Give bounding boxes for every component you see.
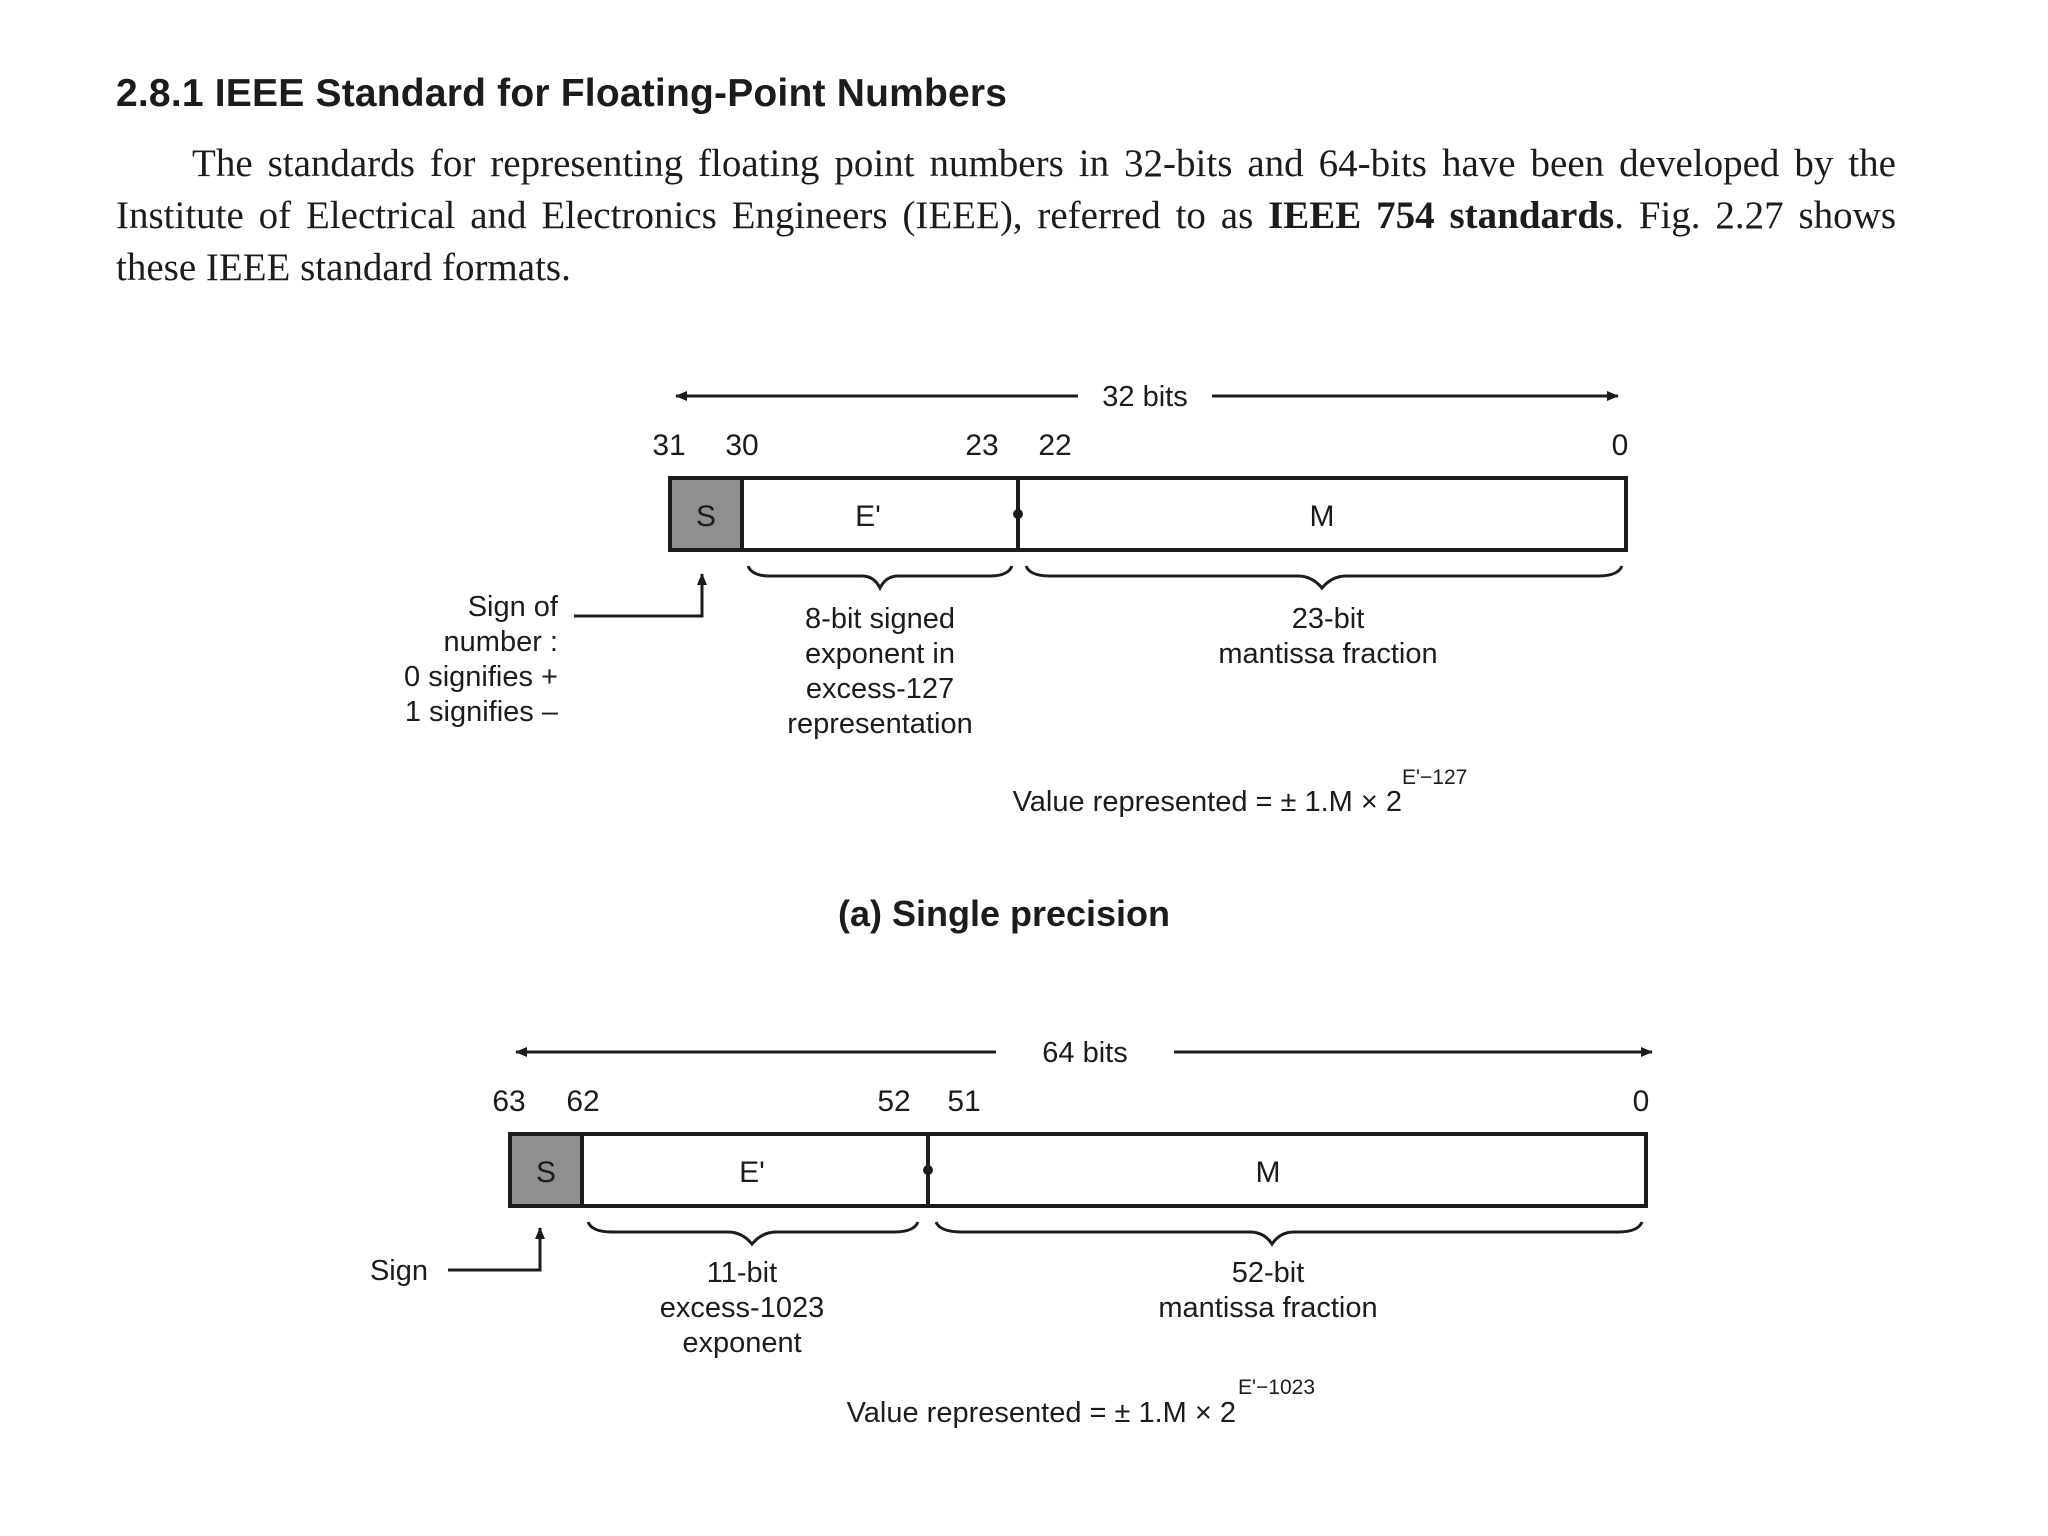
double-bit-51: 51 (947, 1085, 981, 1118)
double-value-formula: Value represented = ± 1.M × 2 (846, 1397, 1236, 1429)
double-boundary-dot (923, 1165, 933, 1175)
double-bit-0: 0 (1632, 1085, 1650, 1118)
double-exponent-note-3: exponent (682, 1327, 802, 1359)
single-value-formula: Value represented = ± 1.M × 2 (1012, 786, 1402, 818)
double-mantissa-note-2: mantissa fraction (1158, 1292, 1378, 1324)
double-exponent-letter: E' (739, 1156, 765, 1189)
double-bit-63: 63 (492, 1085, 526, 1118)
paragraph-text-1: The standards for representing floating point numbers in 32-bits and 64-bits have been developed by the Institute of Electrical and Electronics Engineers (IEEE), referred to as (116, 142, 1896, 237)
single-exponent-note-1: 8-bit signed (805, 603, 955, 635)
double-sign-note: Sign (369, 1255, 428, 1287)
double-mantissa-brace (936, 1222, 1642, 1244)
single-bit-30: 30 (725, 429, 759, 462)
single-mantissa-note-2: mantissa fraction (1218, 638, 1438, 670)
double-sign-letter: S (535, 1156, 557, 1189)
single-exponent-brace (748, 566, 1012, 588)
single-boundary-dot (1013, 509, 1023, 519)
single-mantissa-brace (1026, 566, 1622, 588)
single-mantissa-letter: M (1309, 500, 1335, 533)
paragraph-text-2: . Fig. 2.27 shows these IEEE standard formats. (116, 194, 1896, 289)
double-mantissa-letter: M (1255, 1156, 1281, 1189)
double-precision-diagram (370, 1037, 1652, 1429)
double-mantissa-note-1: 52-bit (1231, 1257, 1305, 1289)
single-bit-31: 31 (652, 429, 686, 462)
single-exponent-note-4: representation (787, 708, 973, 740)
double-mantissa-field (928, 1134, 1646, 1206)
single-precision-caption: (a) Single precision (837, 893, 1171, 934)
single-precision-diagram (404, 381, 1628, 934)
single-exponent-note-2: exponent in (805, 638, 955, 670)
double-sign-pointer (448, 1228, 540, 1270)
section-heading: 2.8.1 IEEE Standard for Floating-Point Numbers (116, 72, 1008, 115)
single-exponent-note-3: excess-127 (805, 673, 955, 705)
single-sign-pointer (574, 574, 702, 616)
double-value-exponent: E'−1023 (1238, 1376, 1315, 1399)
single-bit-22: 22 (1038, 429, 1072, 462)
double-bit-62: 62 (566, 1085, 600, 1118)
double-bit-52: 52 (877, 1085, 911, 1118)
single-bit-23: 23 (965, 429, 999, 462)
single-sign-note-3: 0 signifies + (404, 661, 558, 693)
double-exponent-brace (588, 1222, 918, 1244)
paragraph-bold-term: IEEE 754 standards (1268, 194, 1615, 237)
single-sign-note-2: number : (443, 626, 558, 658)
single-value-exponent: E'−127 (1402, 766, 1468, 789)
double-exponent-note-2: excess-1023 (659, 1292, 825, 1324)
single-mantissa-note-1: 23-bit (1291, 603, 1365, 635)
single-sign-note-4: 1 signifies – (404, 696, 558, 728)
single-exponent-letter: E' (855, 500, 881, 533)
single-bit-0: 0 (1611, 429, 1629, 462)
single-sign-note-1: Sign of (467, 591, 558, 623)
single-width-label: 32 bits (1102, 381, 1188, 413)
double-width-label: 64 bits (1042, 1037, 1128, 1069)
double-exponent-note-1: 11-bit (706, 1257, 778, 1289)
single-sign-letter: S (695, 500, 717, 533)
